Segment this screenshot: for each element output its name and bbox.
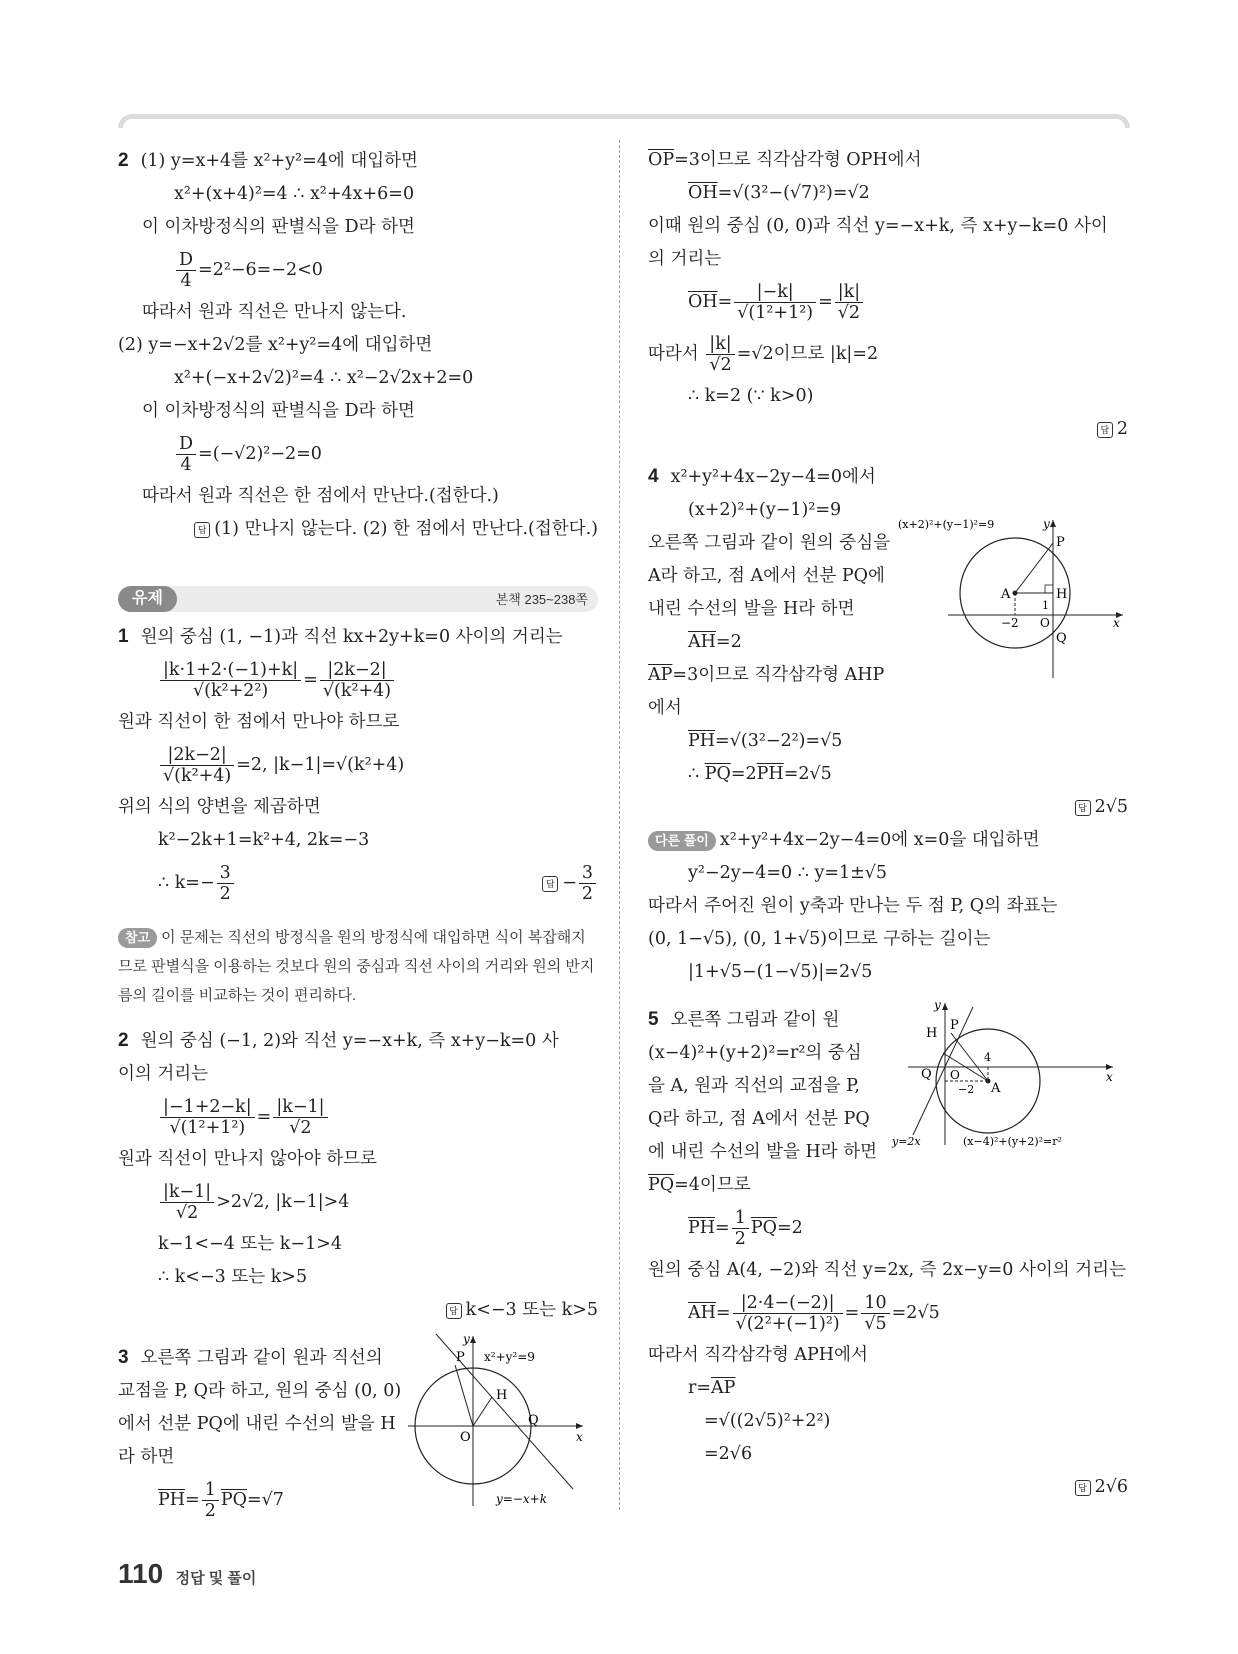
svg-text:O: O <box>460 1430 471 1445</box>
svg-text:H: H <box>1056 587 1068 602</box>
svg-text:x: x <box>576 1430 583 1444</box>
svg-text:x: x <box>1106 1070 1113 1084</box>
section-title: 정답 및 풀이 <box>175 1570 257 1587</box>
problem-number: 2 <box>118 150 129 171</box>
right-column: $\overline{OP}=3$이므로 직각삼각형 OPH에서 $\overline{OH}=√(3^2-(√7)^2)=√2$ 이때 원의 중심 (0, 0)과 직선 y=−x+k, 즉 x+y−k=0 사이 의 거리는 $\overline{OH}=$ $\frac{|-k|}{\text{√(1²+1²)}}$ = $\frac{|k|}{√2}$ 따라서 $\frac{|k|}{√2}$ =√2이므로 |k|=2 ∴ k=2 (∵ k>0) 답 2 4 x²+y²+4x−2y−4=0에서 (x+2)²+(y−1)²=9 오른쪽 그림과 같이 원의 중심을 A라 하고, 점 A에서 선분 PQ에 내린 수선의 발을 H라 하면 $\overline{AH}=2$ $\overline{AP}=3$이므로 직각삼각형 AHP 에서 $\overline{PH}=√(3^2-2^2)=√5$ ∴ $\overline{PQ}=2\overline{PH}=2√5$ A P H Q O −2 1 x y (x+2)²+(y−1)²=9 답 2√5 다른 풀이 x²+y²+4x−2y−4=0에 x=0을 대입하면 y²−2y−4=0 ∴ y=1±√5 따라서 주어진 원이 y축과 만나는 두 점 P, Q의 좌표는 (0, 1−√5), (0, 1+√5)이므로 구하는 길이는 |1+√5−(1−√5)|=2√5 5 오른쪽 그림과 같이 원 (x−4)²+(y+2)²=r²의 중심 을 A, 원과 직선의 교점을 P, Q라 하고, 점 A에서 선분 PQ 에 내린 수선의 발을 H라 하면 $\overline{PQ}=4$이므로 $\overline{PH}=$ $\frac{1}{2}$ $\overline{PQ}=2$ H P Q O A 4 −2 x y y=2x (x−4)²+(y+2)²=r² 원의 중심 A(4, −2)와 직선 y=2x, 즉 2x−y=0 사이의 거리는 $\overline{AH}=$ $\frac{|2\cdot 4-(-2)|}{\text{√(2²+(−1)²)}}$ = $\frac{10}{√5}$ =2√5 따라서 직각삼각형 APH에서 $r=\overline{AP}$ =√((2√5)²+2²) =2√6 답 2√6 <box>648 150 1128 1497</box>
svg-text:(x+2)²+(y−1)²=9: (x+2)²+(y−1)²=9 <box>898 518 995 531</box>
svg-text:P: P <box>950 1018 959 1033</box>
svg-text:A: A <box>991 1081 1001 1096</box>
svg-text:y: y <box>463 1332 470 1346</box>
alt-solution-badge: 다른 풀이 <box>648 831 716 851</box>
answer-icon: 답 <box>1097 422 1113 438</box>
page-footer <box>118 1558 256 1590</box>
section-header: 유제 본책 235~238쪽 <box>118 586 598 612</box>
svg-text:O: O <box>1040 616 1050 630</box>
svg-text:y=−x+k: y=−x+k <box>496 1492 547 1506</box>
problem-3: 3 오른쪽 그림과 같이 원과 직선의 교점을 P, Q라 하고, 원의 중심 (0, 0) 에서 선분 PQ에 내린 수선의 발을 H 라 하면 $\overline{PH}=$ $\frac{1}{2}$ $\overline{PQ}=√7$ P Q H O x y x²+y²=9 y=−x+k <box>118 1341 598 1526</box>
svg-text:H: H <box>496 1388 508 1403</box>
answer-icon: 답 <box>1075 800 1091 816</box>
svg-text:x²+y²=9: x²+y²=9 <box>484 1350 535 1364</box>
answer-icon: 답 <box>542 876 558 892</box>
answer-icon: 답 <box>1075 1480 1091 1496</box>
page-top-frame <box>118 114 1130 128</box>
svg-text:y=2x: y=2x <box>892 1135 921 1148</box>
svg-text:P: P <box>456 1350 465 1365</box>
svg-text:Q: Q <box>528 1413 539 1428</box>
left-column: 2 (1) y=x+4를 x²+y²=4에 대입하면 x²+(x+4)²=4 ∴ x²+4x+6=0 이 이차방정식의 판별식을 D라 하면 $\frac{D}{4}$ =2²−6=−2<0 따라서 원과 직선은 만나지 않는다. (2) y=−x+2√2를 x²+y²=4에 대입하면 x²+(−x+2√2)²=4 ∴ x²−2√2x+2=0 이 이차방정식의 판별식을 D라 하면 $\frac{D}{4}$ =(−√2)²−2=0 따라서 원과 직선은 한 점에서 만난다.(접한다.) 답 (1) 만나지 않는다. (2) 한 점에서 만난다.(접한다.) 유제 본책 235~238쪽 1 원의 중심 (1, −1)과 직선 kx+2y+k=0 사이의 거리는 $\frac{|k\cdot 1+2\cdot(-1)+k|}{\text{√(k²+2²)}}$ = $\frac{|2k-2|}{\text{√(k²+4)}}$ 원과 직선이 한 점에서 만나야 하므로 $\frac{|2k-2|}{\text{√(k²+4)}}$ =2, |k−1|=√(k²+4) 위의 식의 양변을 제곱하면 k²−2k+1=k²+4, 2k=−3 ∴ k=− $\frac{3}{2}$ 답 − $\frac{3}{2}$ 참고 이 문제는 직선의 방정식을 원의 방정식에 대입하면 식이 복잡해지므로 판별식을 이용하는 것보다 원의 중심과 직선 사이의 거리와 원의 반지름의 길이를 비교하는 것이 편리하다. 2 원의 중심 (−1, 2)와 직선 y=−x+k, 즉 x+y−k=0 사 이의 거리는 $\frac{|-1+2-k|}{\text{√(1²+1²)}}$ = $\frac{|k-1|}{√2}$ 원과 직선이 만나지 않아야 하므로 $\frac{|k-1|}{√2}$ >2√2, |k−1|>4 k−1<−4 또는 k−1>4 ∴ k<−3 또는 k>5 답 k<−3 또는 k>5 3 오른쪽 그림과 같이 원과 직선의 교점을 P, Q라 하고, 원의 중심 (0, 0) 에서 선분 PQ에 내린 수선의 발을 H 라 하면 $\overline{PH}=$ $\frac{1}{2}$ $\overline{PQ}=√7$ P Q H O x y x²+y²=9 y=−x+k <box>118 144 598 1526</box>
answer-text: (1) 만나지 않는다. (2) 한 점에서 만난다.(접한다.) <box>214 519 598 539</box>
svg-text:O: O <box>950 1068 960 1082</box>
svg-text:P: P <box>1056 535 1065 550</box>
svg-text:y: y <box>1043 517 1050 531</box>
column-divider <box>619 140 620 1510</box>
svg-text:1: 1 <box>1042 599 1049 612</box>
svg-text:4: 4 <box>984 1051 991 1064</box>
svg-text:(x−4)²+(y+2)²=r²: (x−4)²+(y+2)²=r² <box>963 1135 1062 1148</box>
svg-text:−2: −2 <box>958 1083 975 1096</box>
figure-circle-4 <box>898 510 1128 680</box>
svg-text:Q: Q <box>921 1067 932 1082</box>
figure-circle-line <box>408 1331 588 1511</box>
svg-text:−2: −2 <box>1001 616 1019 630</box>
figure-circle-5 <box>888 995 1118 1155</box>
svg-text:y: y <box>934 998 941 1012</box>
svg-text:A: A <box>1001 587 1011 602</box>
svg-text:H: H <box>926 1026 938 1041</box>
fraction: $\frac{D}{4}$ <box>176 434 196 475</box>
answer-icon: 답 <box>446 1303 462 1319</box>
fraction: $\frac{D}{4}$ <box>176 250 196 291</box>
page-number: 110 <box>118 1558 164 1589</box>
svg-text:Q: Q <box>1056 631 1067 646</box>
note: 참고 이 문제는 직선의 방정식을 원의 방정식에 대입하면 식이 복잡해지므로 판별식을 이용하는 것보다 원의 중심과 직선 사이의 거리와 원의 반지름의 길이를 비교하는 것이 편리하다. <box>118 929 595 1004</box>
answer-icon: 답 <box>194 522 210 538</box>
problem-5: 5 오른쪽 그림과 같이 원 (x−4)²+(y+2)²=r²의 중심 을 A, 원과 직선의 교점을 P, Q라 하고, 점 A에서 선분 PQ 에 내린 수선의 발을 H라 하면 $\overline{PQ}=4$이므로 $\overline{PH}=$ $\frac{1}{2}$ $\overline{PQ}=2$ H P Q O A 4 −2 x y y=2x (x−4)²+(y+2)²=r² <box>648 1003 1128 1254</box>
svg-text:x: x <box>1113 616 1120 630</box>
problem-4: 4 x²+y²+4x−2y−4=0에서 (x+2)²+(y−1)²=9 오른쪽 그림과 같이 원의 중심을 A라 하고, 점 A에서 선분 PQ에 내린 수선의 발을 H라 하면 $\overline{AH}=2$ $\overline{AP}=3$이므로 직각삼각형 AHP 에서 $\overline{PH}=√(3^2-2^2)=√5$ ∴ $\overline{PQ}=2\overline{PH}=2√5$ A P H Q O −2 1 x y (x+2)²+(y−1)²=9 <box>648 460 1128 791</box>
